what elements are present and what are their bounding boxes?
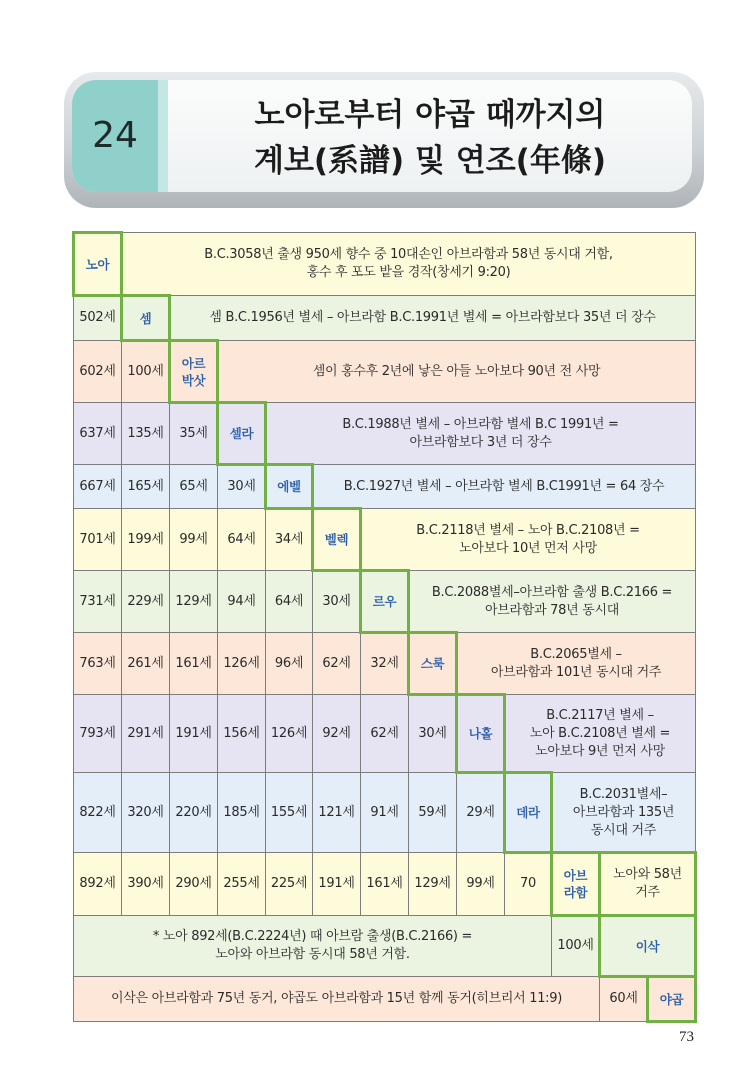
age-value: 229세 — [127, 593, 164, 609]
summary-note-cell-text — [111, 990, 562, 1008]
age-value: 64세 — [274, 593, 304, 609]
age-cell-text — [127, 531, 163, 549]
age-cell — [218, 509, 266, 571]
genealogy-row — [74, 695, 696, 773]
age-cell-text — [175, 725, 211, 743]
age-cell-text — [322, 725, 350, 743]
age-value: 32세 — [370, 655, 399, 671]
age-cell — [313, 853, 361, 916]
age-cell-text — [275, 531, 303, 549]
highlight-frame — [264, 463, 314, 510]
age-cell — [409, 853, 457, 916]
age-cell-text — [179, 478, 207, 496]
banner-panel — [72, 80, 692, 192]
age-cell — [74, 695, 122, 773]
age-cell-text — [466, 804, 494, 822]
age-value: 667세 — [79, 478, 116, 494]
age-value: 165세 — [127, 478, 164, 494]
note-cell — [218, 341, 696, 403]
age-value: 35세 — [179, 425, 208, 441]
age-cell — [170, 403, 218, 465]
patriarch-name: 라함 — [563, 885, 588, 900]
note-line: B.C.3058년 출생 950세 향수 중 10대손인 아브라함과 58년 동시대 거함, — [204, 247, 613, 262]
age-cell-text — [227, 593, 255, 611]
age-value: 199세 — [127, 531, 164, 547]
age-cell-text — [79, 309, 115, 327]
age-cell-text — [79, 875, 115, 893]
patriarch-name: 데라 — [516, 805, 540, 820]
age-value: 30세 — [418, 725, 447, 741]
note-line: 노아와 58년 — [613, 867, 682, 882]
age-value: 30세 — [322, 593, 351, 609]
age-value: 225세 — [270, 876, 308, 891]
age-cell — [74, 571, 122, 633]
age-value: 763세 — [79, 655, 116, 671]
highlight-frame — [359, 569, 410, 634]
age-value: 161세 — [175, 655, 212, 671]
age-cell — [457, 853, 505, 916]
patriarch-name: 야곱 — [659, 991, 684, 1007]
patriarch-name: 셀라 — [229, 426, 254, 441]
age-cell — [218, 633, 266, 695]
age-cell-text — [223, 655, 259, 673]
age-value: 100세 — [127, 363, 164, 379]
age-cell — [218, 773, 266, 853]
age-value: 290세 — [175, 876, 212, 891]
age-value: 255세 — [223, 876, 260, 891]
age-value: 99세 — [179, 531, 208, 547]
age-cell-text — [175, 804, 211, 822]
age-cell — [361, 853, 409, 916]
age-cell-text — [179, 425, 207, 443]
age-value: 502세 — [79, 310, 116, 325]
age-value: 892세 — [79, 876, 116, 891]
highlight-frame — [407, 631, 458, 696]
age-value: 602세 — [79, 363, 116, 379]
age-value: 156세 — [223, 725, 260, 741]
age-value: 220세 — [175, 804, 212, 820]
note-cell-text — [491, 646, 661, 682]
genealogy-row — [74, 403, 696, 465]
note-cell-text — [432, 584, 672, 620]
age-value: 92세 — [322, 725, 351, 741]
note-cell-text — [344, 478, 665, 496]
age-cell — [170, 695, 218, 773]
age-cell-text — [127, 593, 163, 611]
age-cell — [74, 403, 122, 465]
age-cell — [122, 341, 170, 403]
age-cell — [170, 853, 218, 916]
age-cell-text — [557, 937, 593, 955]
age-cell-text — [127, 425, 163, 443]
age-value: 94세 — [227, 593, 256, 609]
chapter-number: 24 — [92, 115, 138, 156]
age-value: 793세 — [79, 725, 116, 741]
age-cell-text — [520, 875, 536, 893]
age-cell — [313, 695, 361, 773]
age-cell — [74, 509, 122, 571]
note-line: B.C.1988년 별세 – 아브라함 별세 B.C 1991년 = — [342, 416, 619, 432]
age-cell — [552, 916, 600, 977]
age-cell-text — [79, 655, 115, 673]
age-value: 161세 — [366, 876, 403, 891]
age-cell-text — [79, 425, 115, 443]
patriarch-name: 셈 — [139, 310, 152, 326]
age-cell-text — [79, 478, 115, 496]
age-value: 155세 — [270, 804, 308, 820]
age-cell-text — [79, 531, 115, 549]
note-cell — [457, 633, 696, 695]
highlight-frame — [311, 507, 362, 572]
age-value: 135세 — [127, 425, 164, 441]
age-cell — [266, 773, 313, 853]
age-cell-text — [227, 478, 255, 496]
note-cell-text — [530, 707, 670, 761]
age-cell — [122, 695, 170, 773]
highlight-frame — [503, 771, 553, 854]
chapter-tab-edge — [158, 80, 168, 192]
age-cell — [409, 773, 457, 853]
age-cell-text — [414, 875, 450, 893]
genealogy-row — [74, 773, 696, 853]
age-cell-text — [370, 725, 398, 743]
age-value: 185세 — [223, 804, 260, 820]
highlight-frame — [455, 693, 506, 774]
age-cell-text — [175, 655, 211, 673]
age-value: 29세 — [466, 804, 495, 820]
age-cell — [457, 773, 505, 853]
age-cell-text — [79, 804, 115, 822]
age-value: 822세 — [79, 804, 116, 820]
age-value: 91세 — [370, 804, 399, 820]
age-cell-text — [127, 804, 163, 822]
note-line: 거주 — [635, 885, 660, 900]
age-cell — [74, 341, 122, 403]
age-cell — [218, 465, 266, 509]
title-line: 계보(系譜) 및 연조(年條) — [254, 143, 606, 179]
age-cell-text — [271, 725, 307, 743]
age-cell-text — [318, 875, 354, 893]
note-cell — [313, 465, 696, 509]
age-cell — [74, 633, 122, 695]
note-line: 노아와 아브라함 동시대 58년 거함. — [215, 947, 410, 962]
age-cell — [218, 695, 266, 773]
patriarch-name: 에벨 — [277, 479, 301, 494]
age-value: 70 — [520, 876, 536, 891]
age-cell — [361, 633, 409, 695]
age-value: 59세 — [418, 804, 447, 820]
highlight-frame — [168, 339, 219, 404]
age-value: 99세 — [466, 876, 495, 891]
age-cell-text — [466, 875, 494, 893]
age-cell-text — [175, 593, 211, 611]
age-cell — [409, 695, 457, 773]
age-cell — [266, 695, 313, 773]
age-value: 261세 — [127, 655, 164, 671]
highlight-frame — [598, 851, 697, 917]
age-value: 291세 — [127, 725, 164, 741]
highlight-frame — [646, 975, 697, 1023]
note-cell — [122, 233, 696, 296]
age-value: 65세 — [179, 478, 208, 494]
age-cell — [313, 571, 361, 633]
age-cell — [170, 465, 218, 509]
page-number: 73 — [679, 1029, 694, 1045]
page-title — [168, 92, 692, 184]
age-value: 64세 — [227, 531, 256, 547]
note-line: B.C.1927년 별세 – 아브라함 별세 B.C1991년 = 64 장수 — [343, 478, 665, 494]
note-line: 동시대 거주 — [590, 822, 657, 838]
age-cell-text — [127, 875, 163, 893]
age-value: 100세 — [557, 938, 594, 953]
age-cell-text — [179, 531, 207, 549]
highlight-frame — [120, 294, 171, 342]
age-cell-text — [175, 875, 211, 893]
age-value: 62세 — [322, 655, 351, 671]
age-cell-text — [79, 363, 115, 381]
note-line: 노아 B.C.2108년 별세 = — [529, 725, 671, 741]
age-cell-text — [322, 593, 350, 611]
age-cell — [361, 773, 409, 853]
highlight-frame — [72, 231, 123, 297]
patriarch-name: 벨렉 — [324, 532, 349, 547]
age-cell — [122, 571, 170, 633]
age-cell — [266, 853, 313, 916]
age-cell — [170, 773, 218, 853]
note-line: B.C.2118년 별세 – 노아 B.C.2108년 = — [416, 522, 640, 538]
summary-note-cell-text — [153, 928, 472, 964]
age-cell — [74, 296, 122, 341]
note-cell-text — [204, 246, 612, 282]
age-cell — [218, 571, 266, 633]
summary-note-cell — [74, 977, 600, 1022]
age-cell-text — [370, 804, 398, 822]
note-line: B.C.2065별세 – — [530, 646, 622, 662]
patriarch-name: 이삭 — [635, 938, 660, 954]
note-cell-text — [573, 786, 674, 840]
age-cell — [170, 509, 218, 571]
age-cell-text — [223, 804, 259, 822]
genealogy-table — [73, 232, 696, 1022]
note-line: 노아보다 10년 먼저 사망 — [459, 540, 597, 556]
age-cell-text — [271, 875, 307, 893]
highlight-frame — [216, 401, 267, 466]
note-line: 아브라함과 101년 동시대 거주 — [490, 664, 662, 680]
note-cell — [505, 695, 696, 773]
note-cell-text — [209, 309, 655, 327]
age-cell — [122, 853, 170, 916]
note-cell — [266, 403, 696, 465]
age-value: 121세 — [318, 804, 355, 820]
patriarch-name: 아르 — [181, 355, 206, 371]
age-cell — [122, 403, 170, 465]
note-cell-text — [416, 522, 639, 558]
age-cell — [74, 773, 122, 853]
age-cell-text — [322, 655, 350, 673]
note-cell — [361, 509, 696, 571]
age-cell — [313, 633, 361, 695]
age-cell-text — [271, 804, 307, 822]
age-cell-text — [418, 804, 446, 822]
note-cell — [552, 773, 696, 853]
note-cell-text — [342, 416, 618, 452]
note-line: 아브라함과 135년 — [572, 804, 675, 820]
age-value: 191세 — [175, 725, 212, 741]
summary-note-cell — [74, 916, 552, 977]
note-line: 아브라함보다 3년 더 장수 — [409, 434, 552, 450]
age-cell — [600, 977, 648, 1022]
note-line: B.C.2031별세– — [579, 786, 668, 802]
patriarch-name: 노아 — [85, 256, 110, 272]
age-cell — [505, 853, 552, 916]
age-value: 320세 — [127, 804, 164, 820]
age-cell-text — [79, 593, 115, 611]
age-cell — [266, 633, 313, 695]
patriarch-name: 나홀 — [468, 726, 493, 741]
note-line: 이삭은 아브라함과 75년 동거, 야곱도 아브라함과 15년 함께 동거(히브리서 11:9) — [111, 991, 562, 1006]
age-value: 129세 — [175, 593, 212, 609]
age-cell — [218, 853, 266, 916]
age-cell — [266, 571, 313, 633]
title-line: 노아로부터 야곱 때까지의 — [254, 97, 606, 133]
age-cell-text — [127, 478, 163, 496]
age-cell — [122, 465, 170, 509]
genealogy-row — [74, 977, 696, 1022]
patriarch-name: 스룩 — [420, 656, 445, 671]
age-cell — [313, 773, 361, 853]
age-value: 701세 — [79, 531, 116, 547]
age-cell-text — [418, 725, 446, 743]
age-value: 62세 — [370, 725, 399, 741]
note-cell — [170, 296, 696, 341]
note-line: * 노아 892세(B.C.2224년) 때 아브람 출생(B.C.2166) = — [152, 929, 473, 944]
age-cell-text — [79, 725, 115, 743]
age-value: 126세 — [223, 655, 260, 671]
age-value: 731세 — [79, 593, 116, 609]
patriarch-name: 박삿 — [181, 372, 206, 388]
note-cell — [409, 571, 696, 633]
note-line: 홍수 후 포도 밭을 경작(창세기 9:20) — [306, 265, 511, 280]
note-cell-text — [313, 363, 600, 381]
age-value: 34세 — [274, 531, 304, 547]
patriarch-name: 아브 — [563, 868, 588, 883]
age-cell — [122, 773, 170, 853]
genealogy-row — [74, 509, 696, 571]
note-line: 아브라함과 78년 동시대 — [485, 602, 619, 618]
note-line: B.C.2088별세–아브라함 출생 B.C.2166 = — [431, 584, 673, 600]
age-cell-text — [223, 725, 259, 743]
age-cell — [122, 509, 170, 571]
age-cell-text — [127, 725, 163, 743]
patriarch-name: 르우 — [372, 594, 397, 609]
age-cell-text — [609, 990, 637, 1008]
age-cell — [74, 465, 122, 509]
note-line: 노아보다 9년 먼저 사망 — [535, 743, 665, 759]
age-cell-text — [318, 804, 354, 822]
note-line: B.C.2117년 별세 – — [546, 707, 654, 723]
age-cell — [122, 633, 170, 695]
highlight-frame — [598, 914, 697, 978]
genealogy-row — [74, 633, 696, 695]
age-value: 60세 — [609, 991, 638, 1006]
age-cell-text — [127, 363, 163, 381]
highlight-frame — [550, 851, 601, 917]
age-cell-text — [127, 655, 163, 673]
age-value: 30세 — [227, 478, 256, 494]
age-cell-text — [275, 593, 303, 611]
chapter-banner — [64, 72, 704, 208]
age-cell — [74, 853, 122, 916]
age-value: 96세 — [274, 655, 304, 671]
age-value: 637세 — [79, 425, 116, 441]
age-cell — [170, 571, 218, 633]
genealogy-row — [74, 233, 696, 296]
age-cell — [361, 695, 409, 773]
genealogy-row — [74, 465, 696, 509]
age-cell — [170, 633, 218, 695]
age-cell-text — [370, 655, 398, 673]
age-value: 126세 — [270, 725, 308, 741]
age-cell-text — [366, 875, 402, 893]
age-cell-text — [227, 531, 255, 549]
age-value: 191세 — [318, 876, 355, 891]
age-cell-text — [223, 875, 259, 893]
note-line: 셈 B.C.1956년 별세 – 아브라함 B.C.1991년 별세 = 아브라함보다 35년 더 장수 — [209, 310, 656, 325]
note-line: 셈이 홍수후 2년에 낳은 아들 노아보다 90년 전 사망 — [312, 363, 601, 379]
age-value: 390세 — [127, 876, 164, 891]
age-value: 129세 — [414, 876, 451, 891]
age-cell — [266, 509, 313, 571]
age-cell-text — [275, 655, 303, 673]
